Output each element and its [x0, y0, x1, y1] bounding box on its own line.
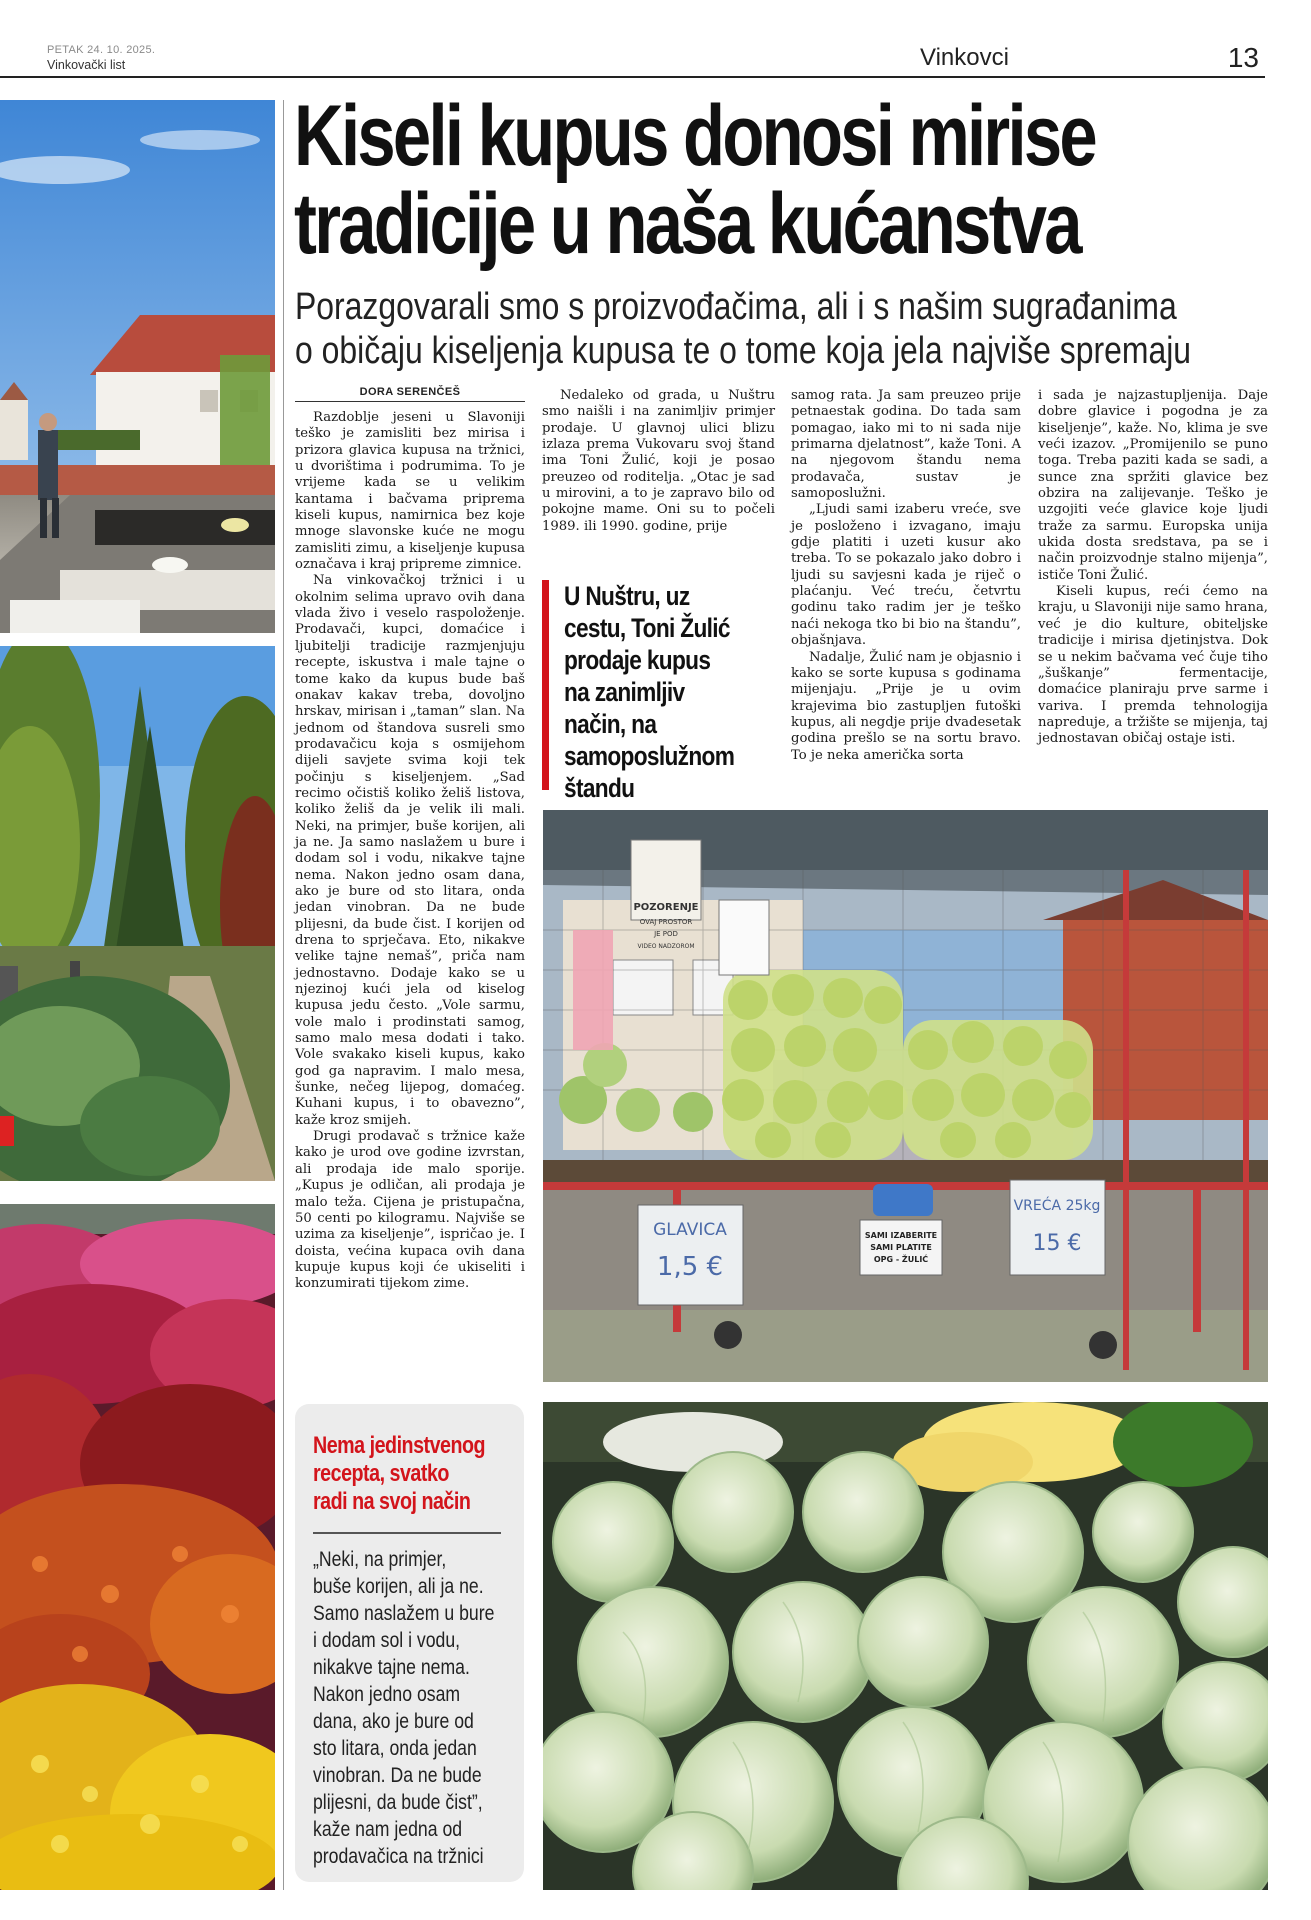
sign-self-service-3: OPG - ŽULIĆ: [873, 1255, 929, 1264]
pull-quote-line: način, na: [564, 709, 657, 739]
sidebar-quote-line: i dodam sol i vodu,: [313, 1629, 461, 1652]
subheadline: [295, 285, 1192, 373]
page-number: 13: [1227, 42, 1259, 73]
headline-line-2: tradicije u naša kućanstva: [294, 176, 1080, 272]
sidebar-quote-line: plijesni, da bude čist”,: [313, 1791, 483, 1814]
sidebar-quote-line: prodavačica na tržnici: [313, 1845, 484, 1868]
pull-quote-line: samoposlužnom: [564, 741, 735, 771]
subheadline-line-2: o običaju kiseljenja kupusa te o tome koja jela najviše spremaju: [295, 330, 1192, 372]
paragraph: i sada je najzastupljenija. Daje dobre glavice i pogodna je za kiseljenje”, kaže. No, klima je sve veći izazov. „Promijenilo se puno toga. Treba paziti kada se sadi, a sunce zna spržiti glavice bez obzira na zalijevanje. Teško je uzgojiti veće glavice koje ljudi traže za sarmu. Europska unija ukida dosta sredstava, pa se i način proizvodnje stalno mijenja”, ističe Toni Žulić.: [1038, 388, 1268, 583]
paragraph: Nadalje, Žulić nam je objasnio i kako se sorte kupusa s godinama mijenjaju. „Prije je u ovim krajevima bio zastupljen futoški kupus, ali negdje prije dvadesetak godina prešlo se na sortu bravo. To je neka američka sorta: [791, 649, 1021, 763]
quote-sidebar: [295, 1404, 524, 1882]
sidebar-quote-line: Samo naslažem u bure: [313, 1602, 495, 1625]
sidebar-quote-line: vinobran. Da ne bude: [313, 1764, 482, 1787]
pull-quote-line: U Nuštru, uz: [564, 581, 690, 611]
sidebar-quote-line: sto litara, onda jedan: [313, 1737, 477, 1760]
article-column-1: [295, 410, 525, 1386]
section-name: Vinkovci: [920, 44, 1009, 71]
sidebar-quote-line: „Neki, na primjer,: [313, 1548, 447, 1571]
byline: DORA SERENČEŠ: [295, 386, 525, 402]
cabbage-stand-photo: [543, 810, 1268, 1382]
sign-warning-3: JE POD: [654, 930, 678, 938]
sign-vreca: VREĆA 25kg: [1013, 1198, 1101, 1214]
headline-line-1: Kiseli kupus donosi mirise: [294, 88, 1095, 184]
paragraph: samog rata. Ja sam preuzeo prije petnaestak godina. Do tada sam pomagao, iako mi to ni sada nije primarna djelatnost”, kaže Toni. A na njegovom štandu nema prodavača, sustav je samoposlužni.: [791, 388, 1021, 502]
chrysanthemums-photo: [0, 1204, 275, 1890]
masthead: [47, 44, 155, 72]
sign-warning-4: VIDEO NADZOROM: [637, 943, 695, 950]
subheadline-line-1: Porazgovarali smo s proizvođačima, ali i s našim sugrađanima: [295, 286, 1177, 328]
pull-quote-line: na zanimljiv: [564, 677, 685, 707]
pull-quote-line: prodaje kupus: [564, 645, 711, 675]
newspaper-name: Vinkovački list: [47, 58, 126, 72]
headline: [294, 88, 1095, 272]
sign-self-service-2: SAMI PLATITE: [870, 1243, 932, 1252]
sidebar-quote: [313, 1546, 508, 1870]
sidebar-title-line: Nema jedinstvenog: [313, 1432, 486, 1459]
article-column-2: [542, 388, 775, 570]
pull-quote-line: cestu, Toni Žulić: [564, 613, 730, 643]
sign-glavica: GLAVICA: [653, 1220, 727, 1240]
sign-self-service-1: SAMI IZABERITE: [864, 1231, 938, 1240]
graveyard-trees-photo: [0, 646, 275, 1181]
sidebar-quote-line: buše korijen, ali ja ne.: [313, 1575, 484, 1598]
paragraph: Drugi prodavač s tržnice kaže kako je urod ove godine izvrstan, ali prodaja ide malo sporije. „Kupus je odličan, ali prodaja je malo teža. Cijena je pristupačna, 50 centi po kilogramu. Najviše se uzima za kiseljenje”, ispričao je. I doista, većina kupaca ovih dana kupuje kupus koji će ukiseliti i konzumirati tijekom zime.: [295, 1129, 525, 1292]
sign-warning-2: OVAJ PROSTOR: [639, 918, 693, 926]
paragraph: „Ljudi sami izaberu vreće, sve je posloženo i izvagano, imaju gdje platiti i uzeti kusur ako treba. To se pokazalo jako dobro i ljudi su savjesni kada je riječ o plaćanju. Već treću, četvrtu godinu tako radim jer je teško naći nekoga tko bi bio na štandu”, objašnjava.: [791, 502, 1021, 649]
issue-date: PETAK 24. 10. 2025.: [47, 44, 156, 56]
cemetery-photo: [0, 100, 275, 633]
paragraph: Na vinkovačkoj tržnici i u okolnim selima upravo ovih dana vlada živo i veselo raspoloženje. Prodavači, kupci, domaćice i ljubitelji tradicije razmjenjuju recepte, iskustva i male tajne o tome kako da kupus bude baš onakav kakav treba, dovoljno hrskav, mirisan i „taman” slan. Na jednom od štandova susreli smo prodavačicu koja s osmijehom dijeli savjete svima koji tek počinju s kiseljenjem. „Sad recimo očistiš koliko želiš listova, koliko želiš da je velik ili mali. Neki, na primjer, buše korijen, ali ja ne. Ja samo naslažem u bure i dodam sol i vodu, nikakve tajne nema. Nakon jedno osam dana, ako je bure od sto litara, onda jedan vinobran. Da ne bude plijesni, da bude čist. I korijen od drena to sprječava. Eto, nikakve velike tajne nemaš”, priča nam jednostavno. Dodaje kako se u njezinoj kući jela od kiselog kupusa jedu često. „Vole sarmu, vole malo i prodinstati samog, samo malo mesa dodati i tako. Vole svakako kiseli kupus, kako god ga napravim. I malo mesa, šunke, nečeg lijepog, domaćeg. Kuhani kupus, i to obavezno”, kaže kroz smijeh.: [295, 573, 525, 1128]
sidebar-title-line: radi na svoj način: [313, 1488, 471, 1515]
sidebar-quote-line: kaže nam jedna od: [313, 1818, 463, 1841]
paragraph: Nedaleko od grada, u Nuštru smo naišli i na zanimljiv primjer prodaje. U glavnoj ulici blizu izlaza prema Vukovaru svoj štand ima Toni Žulić, koji je posao preuzeo od roditelja. „Otac je sad u mirovini, a to je zapravo bilo od pokojne mame. Oni su to počeli 1989. ili 1990. godine, prije: [542, 388, 775, 534]
sidebar-title: [313, 1432, 508, 1516]
sign-vreca-price: 15 €: [1032, 1231, 1082, 1256]
paragraph: Razdoblje jeseni u Slavoniji teško je zamisliti bez mirisa i prizora glavica kupusa na tržnici, u dvorištima i podrumima. To je vrijeme kada se u velikim kantama i bačvama priprema kiseli kupus, namirnica bez koje mnoge slavonske kuće ne mogu zamisliti zimu, a kiseljenje kupusa označava i kraj pripreme zimnice.: [295, 410, 525, 573]
sidebar-quote-line: nikakve tajne nema.: [313, 1656, 470, 1679]
sign-warning-1: POZORENJE: [633, 902, 699, 913]
cabbage-heads-photo: [543, 1402, 1268, 1890]
sign-glavica-price: 1,5 €: [656, 1252, 724, 1282]
paragraph: Kiseli kupus, reći ćemo na kraju, u Slavoniji nije samo hrana, već je dio kulture, obiteljske tradicije i mirisa djetinjstva. Dok se u nekim bačvama već čuje tiho „šuškanje” fermentacije, domaćice planiraju prve sarme i variva. I premda tehnologija napreduje, a tržište se mijenja, taj jednostavan običaj ostaje isti.: [1038, 584, 1268, 747]
sidebar-rule: [313, 1532, 501, 1534]
pull-quote-line: štandu: [564, 773, 635, 803]
sidebar-quote-line: dana, ako je bure od: [313, 1710, 474, 1733]
header-rule: [0, 76, 1265, 78]
sidebar-title-line: recepta, svatko: [313, 1460, 449, 1487]
article-column-4: [1038, 388, 1268, 788]
article-column-3: [791, 388, 1021, 788]
column-divider: [283, 100, 284, 1890]
pull-quote: [542, 580, 775, 803]
sidebar-quote-line: Nakon jedno osam: [313, 1683, 461, 1706]
